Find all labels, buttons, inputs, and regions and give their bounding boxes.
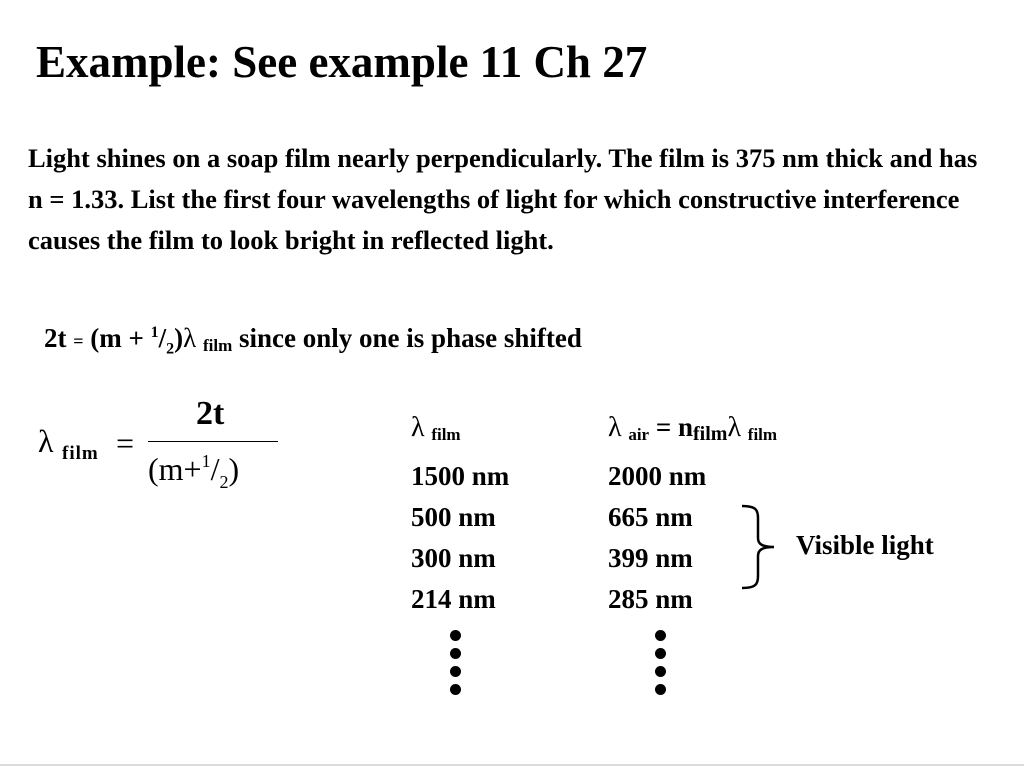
air-header-film-sub: film bbox=[747, 425, 778, 444]
condition-lhs: 2t bbox=[44, 323, 67, 353]
ellipsis-dot bbox=[450, 648, 461, 659]
ellipsis-dot bbox=[655, 630, 666, 641]
air-header-sub: air bbox=[628, 425, 650, 444]
ellipsis-dot bbox=[450, 666, 461, 677]
wavelength-formula bbox=[36, 395, 296, 505]
condition-open: (m + bbox=[90, 323, 151, 353]
air-header-n-sub: film bbox=[693, 423, 728, 445]
fraction-bar bbox=[148, 441, 278, 442]
formula-numerator: 2t bbox=[196, 395, 225, 432]
condition-note: since only one is phase shifted bbox=[239, 323, 582, 353]
ellipsis-dot bbox=[450, 684, 461, 695]
air-value: 665 nm bbox=[608, 502, 693, 532]
problem-statement: Light shines on a soap film nearly perpendicularly. The film is 375 nm thick and has n = 1.33. List the first four wavelengths of light for which constructive interference causes the film to look bright in reflected light. bbox=[28, 143, 978, 255]
ellipsis-dot bbox=[450, 630, 461, 641]
film-value: 500 nm bbox=[411, 502, 496, 532]
film-continuation-dots bbox=[450, 630, 462, 700]
condition-slash: / bbox=[158, 323, 167, 353]
den-open: (m+ bbox=[148, 451, 202, 487]
air-value: 399 nm bbox=[608, 543, 693, 573]
film-wavelength-column bbox=[411, 412, 509, 620]
film-value: 300 nm bbox=[411, 543, 496, 573]
condition-equals: = bbox=[73, 331, 84, 351]
air-value: 2000 nm bbox=[608, 461, 707, 491]
bottom-divider bbox=[0, 764, 1024, 766]
air-header-lambda2: λ bbox=[727, 412, 742, 443]
den-half-num: 1 bbox=[201, 451, 211, 471]
film-value: 214 nm bbox=[411, 584, 496, 614]
film-value: 1500 nm bbox=[411, 461, 510, 491]
formula-lambda: λ bbox=[38, 423, 54, 459]
condition-half-den: 2 bbox=[166, 340, 175, 358]
interference-condition bbox=[44, 323, 582, 358]
condition-half-num: 1 bbox=[150, 324, 159, 341]
condition-film-sub: film bbox=[203, 336, 233, 355]
formula-film-sub: film bbox=[62, 443, 99, 464]
film-column-header bbox=[411, 412, 509, 456]
air-header-lambda: λ bbox=[608, 412, 622, 443]
film-header-lambda: λ bbox=[411, 412, 425, 443]
den-slash: / bbox=[210, 451, 220, 487]
formula-denominator bbox=[148, 451, 239, 493]
air-header-eq: = n bbox=[655, 412, 694, 442]
den-close: ) bbox=[228, 451, 240, 487]
formula-equals: = bbox=[116, 425, 135, 461]
visible-light-brace bbox=[740, 504, 780, 590]
air-column-header bbox=[608, 412, 777, 456]
visible-light-label: Visible light bbox=[796, 530, 934, 560]
air-continuation-dots bbox=[655, 630, 667, 700]
air-value: 285 nm bbox=[608, 584, 693, 614]
condition-lambda: λ bbox=[183, 323, 197, 353]
ellipsis-dot bbox=[655, 666, 666, 677]
ellipsis-dot bbox=[655, 648, 666, 659]
film-header-sub: film bbox=[431, 425, 461, 444]
condition-close: ) bbox=[174, 323, 184, 353]
slide-title: Example: See example 11 Ch 27 bbox=[36, 37, 648, 87]
ellipsis-dot bbox=[655, 684, 666, 695]
den-half-den: 2 bbox=[219, 472, 229, 492]
